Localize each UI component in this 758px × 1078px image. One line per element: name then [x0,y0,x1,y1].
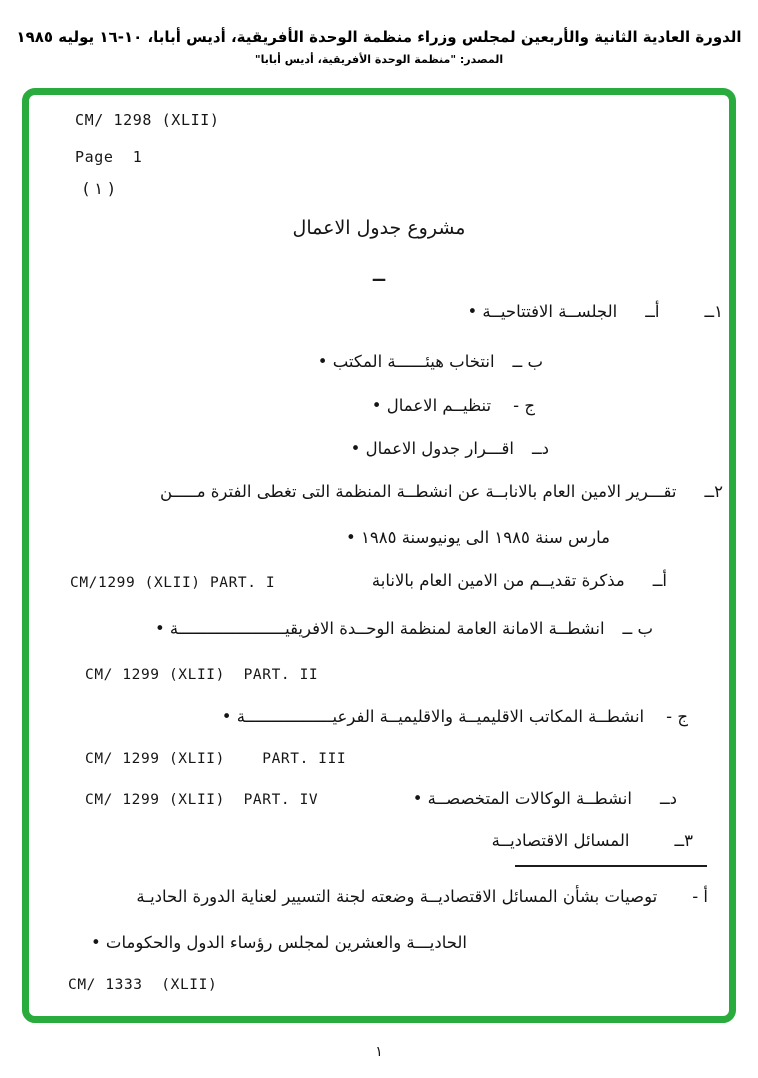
sub-item-2d-text: انشطــة الوكالات المتخصصــة • [412,789,632,808]
agenda-item-3a-line1 [136,887,708,906]
doc-ref-part1: CM/1299 (XLII) PART. I [70,575,276,591]
page-header [0,28,758,66]
item-2-number: ٢ــ [704,482,723,501]
sub-item-1b-text: انتخاب هيئــــــة المكتب • [317,352,495,371]
agenda-item-3a-line2 [91,933,467,952]
doc-ref-cm1333: CM/ 1333 (XLII) [68,977,218,993]
item-1-number: ١ــ [704,302,723,321]
doc-ref-part4: CM/ 1299 (XLII) PART. IV [85,792,319,808]
agenda-title: مشروع جدول الاعمال [292,217,466,239]
sub-item-1c-text: تنظيــم الاعمال • [371,396,492,415]
sub-item-2b-letter: ب ــ [622,619,653,638]
agenda-item-3 [492,831,693,850]
agenda-item-1c [372,396,535,415]
doc-ref-part2: CM/ 1299 (XLII) PART. II [85,667,319,683]
sub-item-2c-letter: ج - [666,707,688,726]
sub-item-1d-letter: دــ [531,439,549,458]
sub-item-2d-letter: دــ [659,789,677,808]
sub-item-3a-text-line2: الحاديـــة والعشرين لمجلس رؤساء الدول والحكومات • [90,933,467,952]
sub-item-2c-text: انشطــة المكاتب الاقليميــة والاقليميــة الفرعيــــــــــــــــــة • [221,707,645,726]
sub-item-2a-letter: أــ [652,571,667,590]
sub-item-1a-text: الجلســة الافتتاحيــة • [467,302,618,321]
agenda-item-2a [372,571,667,590]
document-frame [22,88,736,1023]
item-3-underline [515,865,707,867]
source-text: المصدر: "منظمة الوحدة الأفريقية، أديس أبابا" [254,53,504,66]
agenda-item-1d [351,439,549,458]
agenda-item-2-line1 [160,482,723,501]
footer-page-number: ١ [375,1044,383,1060]
sub-item-3a-text-line1: توصيات بشأن المسائل الاقتصاديــة وضعته لجنة التسيير لعناية الدورة الحاديـة [136,887,658,906]
sub-item-1a-letter: أــ [645,302,660,321]
arabic-page-marker: ( ١ ) [83,179,115,198]
agenda-item-2c [222,707,688,726]
item-3-number: ٣ــ [674,831,693,850]
agenda-item-1a [467,302,723,321]
agenda-item-2b [155,619,653,638]
agenda-item-2-line2 [346,528,610,547]
sub-item-2a-text: مذكرة تقديــم من الامين العام بالانابة [371,571,625,590]
item-2-text-line2: مارس سنة ١٩٨٥ الى يونيوسنة ١٩٨٥ • [346,528,610,547]
page-label: Page 1 [75,148,143,166]
title-dash: ــ [372,265,386,286]
agenda-item-1b [318,352,543,371]
doc-ref-part3: CM/ 1299 (XLII) PART. III [85,751,347,767]
sub-item-2b-text: انشطــة الامانة العامة لمنظمة الوحــدة الافريقيــــــــــــــــــــــة • [154,619,605,638]
item-2-text-line1: تقـــرير الامين العام بالانابــة عن انشطــة المنظمة التى تغطى الفترة مـــــن [159,482,677,501]
sub-item-1b-letter: ب ــ [512,352,543,371]
sub-item-3a-letter: أ - [692,887,708,906]
session-title-text: الدورة العادية الثانية والأربعين لمجلس وزراء منظمة الوحدة الأفريقية، أديس أبابا، ١٠-١٦ يوليه ١٩٨٥ [16,28,742,46]
doc-ref-code: CM/ 1298 (XLII) [75,111,220,129]
sub-item-1c-letter: ج - [513,396,535,415]
agenda-item-2d [413,789,677,808]
sub-item-1d-text: اقـــرار جدول الاعمال • [350,439,514,458]
item-3-heading: المسائل الاقتصاديــة [491,831,630,850]
